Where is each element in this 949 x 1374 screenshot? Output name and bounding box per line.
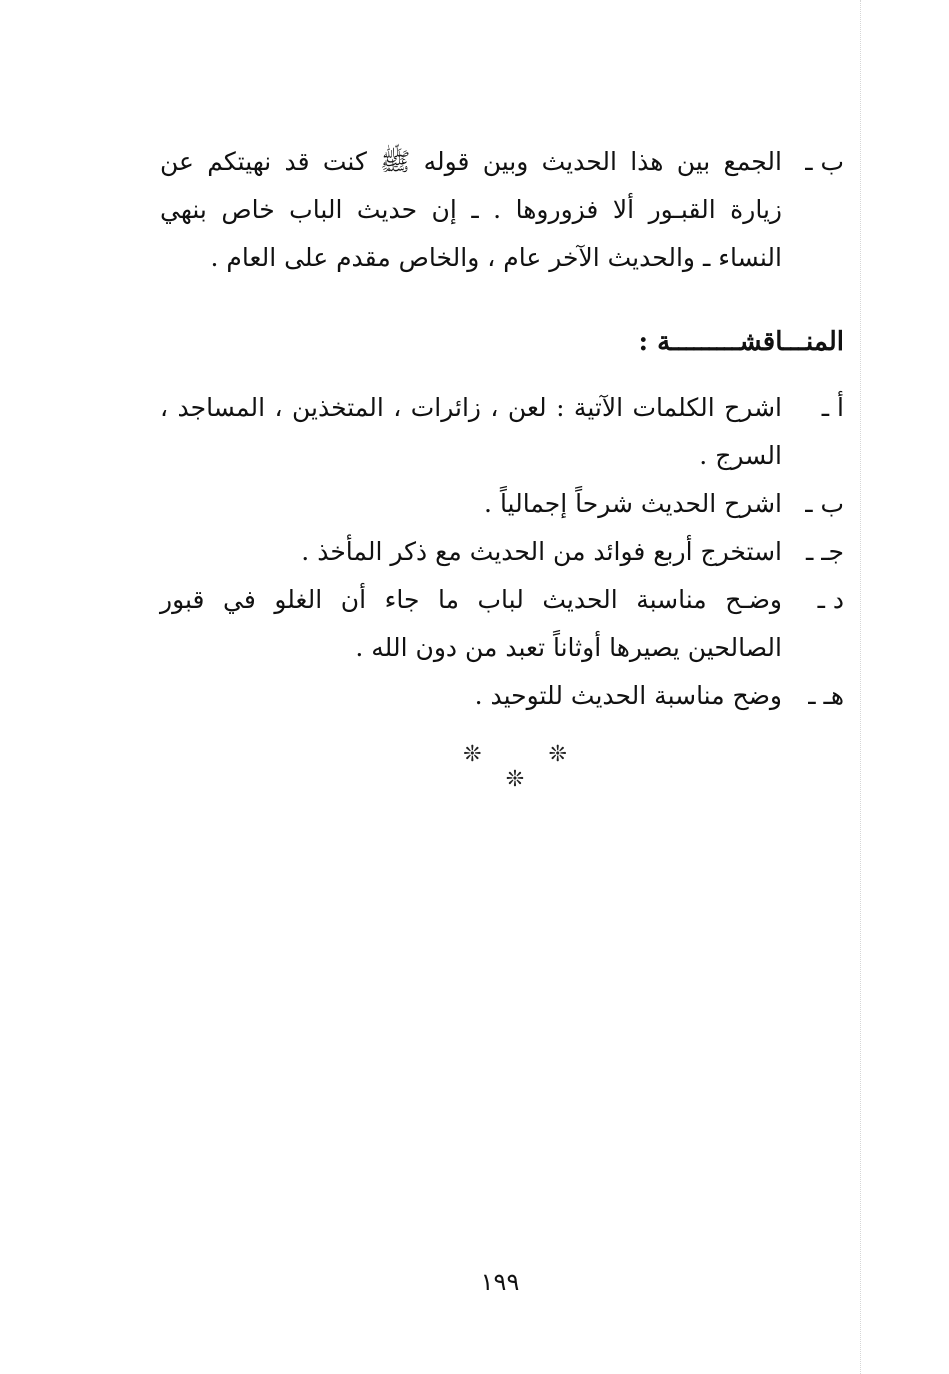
item-text: استخرج أربع فوائد من الحديث مع ذكر المأخذ .: [301, 537, 782, 566]
intro-text: الجمع بين هذا الحديث وبين قوله ﷺ كنت قد نهيتكم عن زيارة القبـور ألا فزوروها . ـ إن حديث الباب خاص بنهي النساء ـ والحديث الآخر عام ، والخاص مقدم على العام .: [160, 147, 782, 272]
item-marker: ب ـ: [805, 489, 844, 518]
item-text: وضح مناسبة الحديث للتوحيد .: [474, 681, 782, 710]
intro-paragraph: [160, 138, 844, 282]
item-marker: هـ ـ: [808, 681, 844, 710]
discussion-item-e: [160, 672, 844, 720]
page-number: ١٩٩: [480, 1268, 520, 1296]
page-edge-guide: [860, 0, 861, 1374]
discussion-item-a: [160, 384, 844, 480]
intro-item: [160, 138, 844, 282]
item-marker: جـ ـ: [805, 537, 844, 566]
item-text: اشرح الحديث شرحاً إجمالياً .: [484, 489, 782, 518]
discussion-item-c: [160, 528, 844, 576]
discussion-heading: المنـــاقشـــــــــة :: [638, 327, 844, 357]
discussion-item-b: [160, 480, 844, 528]
item-text: وضـح مناسبة الحديث لباب ما جاء أن الغلو في قبور الصالحين يصيرها أوثاناً تعبد من دون الله .: [160, 585, 782, 662]
intro-marker: ب ـ: [805, 147, 844, 176]
discussion-list: [160, 384, 844, 720]
discussion-item-d: [160, 576, 844, 672]
item-marker: د ـ: [817, 585, 844, 614]
item-marker: أ ـ: [821, 393, 844, 422]
section-divider-ornament: ❊ ❊ ❊: [463, 742, 597, 792]
item-text: اشرح الكلمات الآتية : لعن ، زائرات ، المتخذين ، المساجد ، السرج .: [160, 393, 782, 470]
